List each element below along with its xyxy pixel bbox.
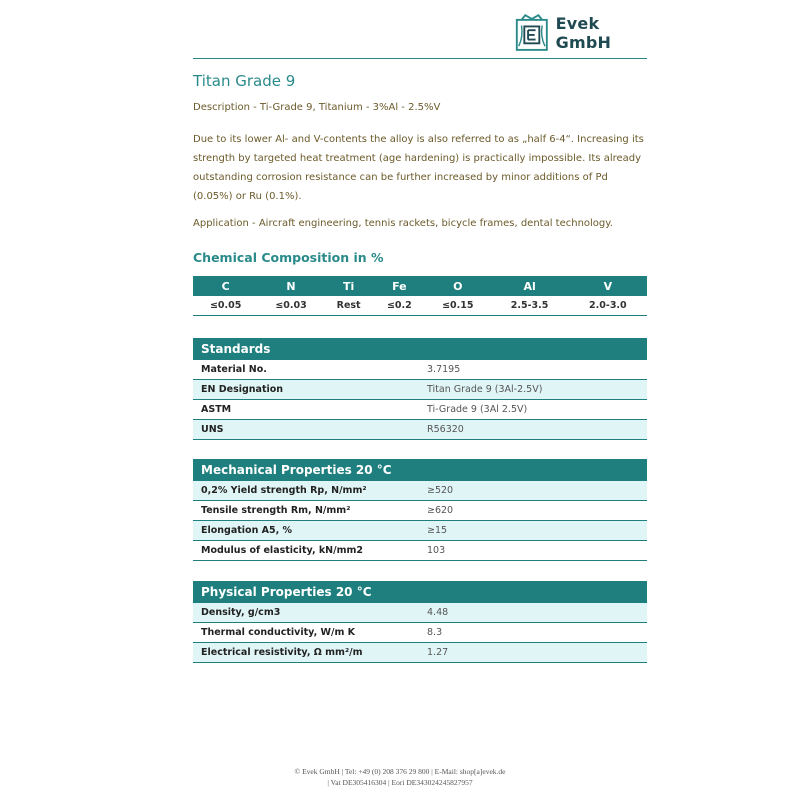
company-logo xyxy=(514,12,654,54)
chemical-composition-table xyxy=(193,276,647,316)
footer-tax-ids: | Vat DE305416304 | Eori DE343024245827957 xyxy=(327,778,473,787)
application-text: Application - Aircraft engineering, tennis rackets, bicycle frames, dental technology. xyxy=(193,218,613,229)
element-header: Fe xyxy=(374,276,426,296)
property-value: ≥520 xyxy=(419,481,647,501)
page-title: Titan Grade 9 xyxy=(193,72,296,90)
chemical-composition-title: Chemical Composition in % xyxy=(193,250,384,265)
element-value: ≤0.15 xyxy=(425,296,490,316)
table-row xyxy=(193,481,647,501)
table-row xyxy=(193,541,647,561)
description: Description - Ti-Grade 9, Titanium - 3%Al - 2.5%V xyxy=(193,102,441,113)
property-name: ASTM xyxy=(193,400,419,420)
property-value: Titan Grade 9 (3Al-2.5V) xyxy=(419,380,647,400)
property-value: 103 xyxy=(419,541,647,561)
table-row xyxy=(193,360,647,380)
table-row xyxy=(193,501,647,521)
element-value: Rest xyxy=(324,296,374,316)
property-value: 1.27 xyxy=(419,643,647,663)
element-value: ≤0.03 xyxy=(258,296,323,316)
table-row xyxy=(193,603,647,623)
property-name: Modulus of elasticity, kN/mm2 xyxy=(193,541,419,561)
property-name: 0,2% Yield strength Rp, N/mm² xyxy=(193,481,419,501)
property-value: ≥620 xyxy=(419,501,647,521)
table-row xyxy=(193,420,647,440)
element-value: 2.5-3.5 xyxy=(490,296,568,316)
element-value: 2.0-3.0 xyxy=(569,296,647,316)
property-value: R56320 xyxy=(419,420,647,440)
property-name: Material No. xyxy=(193,360,419,380)
element-header: Al xyxy=(490,276,568,296)
property-value: 3.7195 xyxy=(419,360,647,380)
element-header: V xyxy=(569,276,647,296)
intro-paragraph: Due to its lower Al- and V-contents the alloy is also referred to as „half 6-4“. Increasing its strength by targeted heat treatment (age hardening) is practically impossible. Its already outstanding corrosion resistance can be further increased by minor additions of Pd (0.05%) or Ru (0.1%). xyxy=(193,134,644,202)
shield-logo-icon xyxy=(514,13,550,53)
element-value: ≤0.05 xyxy=(193,296,258,316)
mechanical-title: Mechanical Properties 20 °C xyxy=(193,459,647,481)
standards-table xyxy=(193,338,647,440)
property-value: Ti-Grade 9 (3Al 2.5V) xyxy=(419,400,647,420)
property-name: Elongation A5, % xyxy=(193,521,419,541)
property-value: 4.48 xyxy=(419,603,647,623)
table-row xyxy=(193,643,647,663)
element-header: N xyxy=(258,276,323,296)
table-row xyxy=(193,623,647,643)
element-header: O xyxy=(425,276,490,296)
table-row xyxy=(193,400,647,420)
element-value: ≤0.2 xyxy=(374,296,426,316)
header-divider xyxy=(193,58,647,59)
table-row xyxy=(193,521,647,541)
property-name: Density, g/cm3 xyxy=(193,603,419,623)
standards-title: Standards xyxy=(193,338,647,360)
physical-properties-table xyxy=(193,581,647,663)
physical-title: Physical Properties 20 °C xyxy=(193,581,647,603)
chemical-values-row xyxy=(193,296,647,316)
property-name: EN Designation xyxy=(193,380,419,400)
property-name: Thermal conductivity, W/m K xyxy=(193,623,419,643)
property-name: Tensile strength Rm, N/mm² xyxy=(193,501,419,521)
property-name: Electrical resistivity, Ω mm²/m xyxy=(193,643,419,663)
property-value: ≥15 xyxy=(419,521,647,541)
property-name: UNS xyxy=(193,420,419,440)
table-row xyxy=(193,380,647,400)
footer-contact: © Evek GmbH | Tel: +49 (0) 208 376 29 800 | E-Mail: shop[a]evek.de xyxy=(294,767,506,776)
property-value: 8.3 xyxy=(419,623,647,643)
company-name: Evek GmbH xyxy=(555,14,612,52)
element-header: Ti xyxy=(324,276,374,296)
element-header: C xyxy=(193,276,258,296)
mechanical-properties-table xyxy=(193,459,647,561)
chemical-header-row xyxy=(193,276,647,296)
